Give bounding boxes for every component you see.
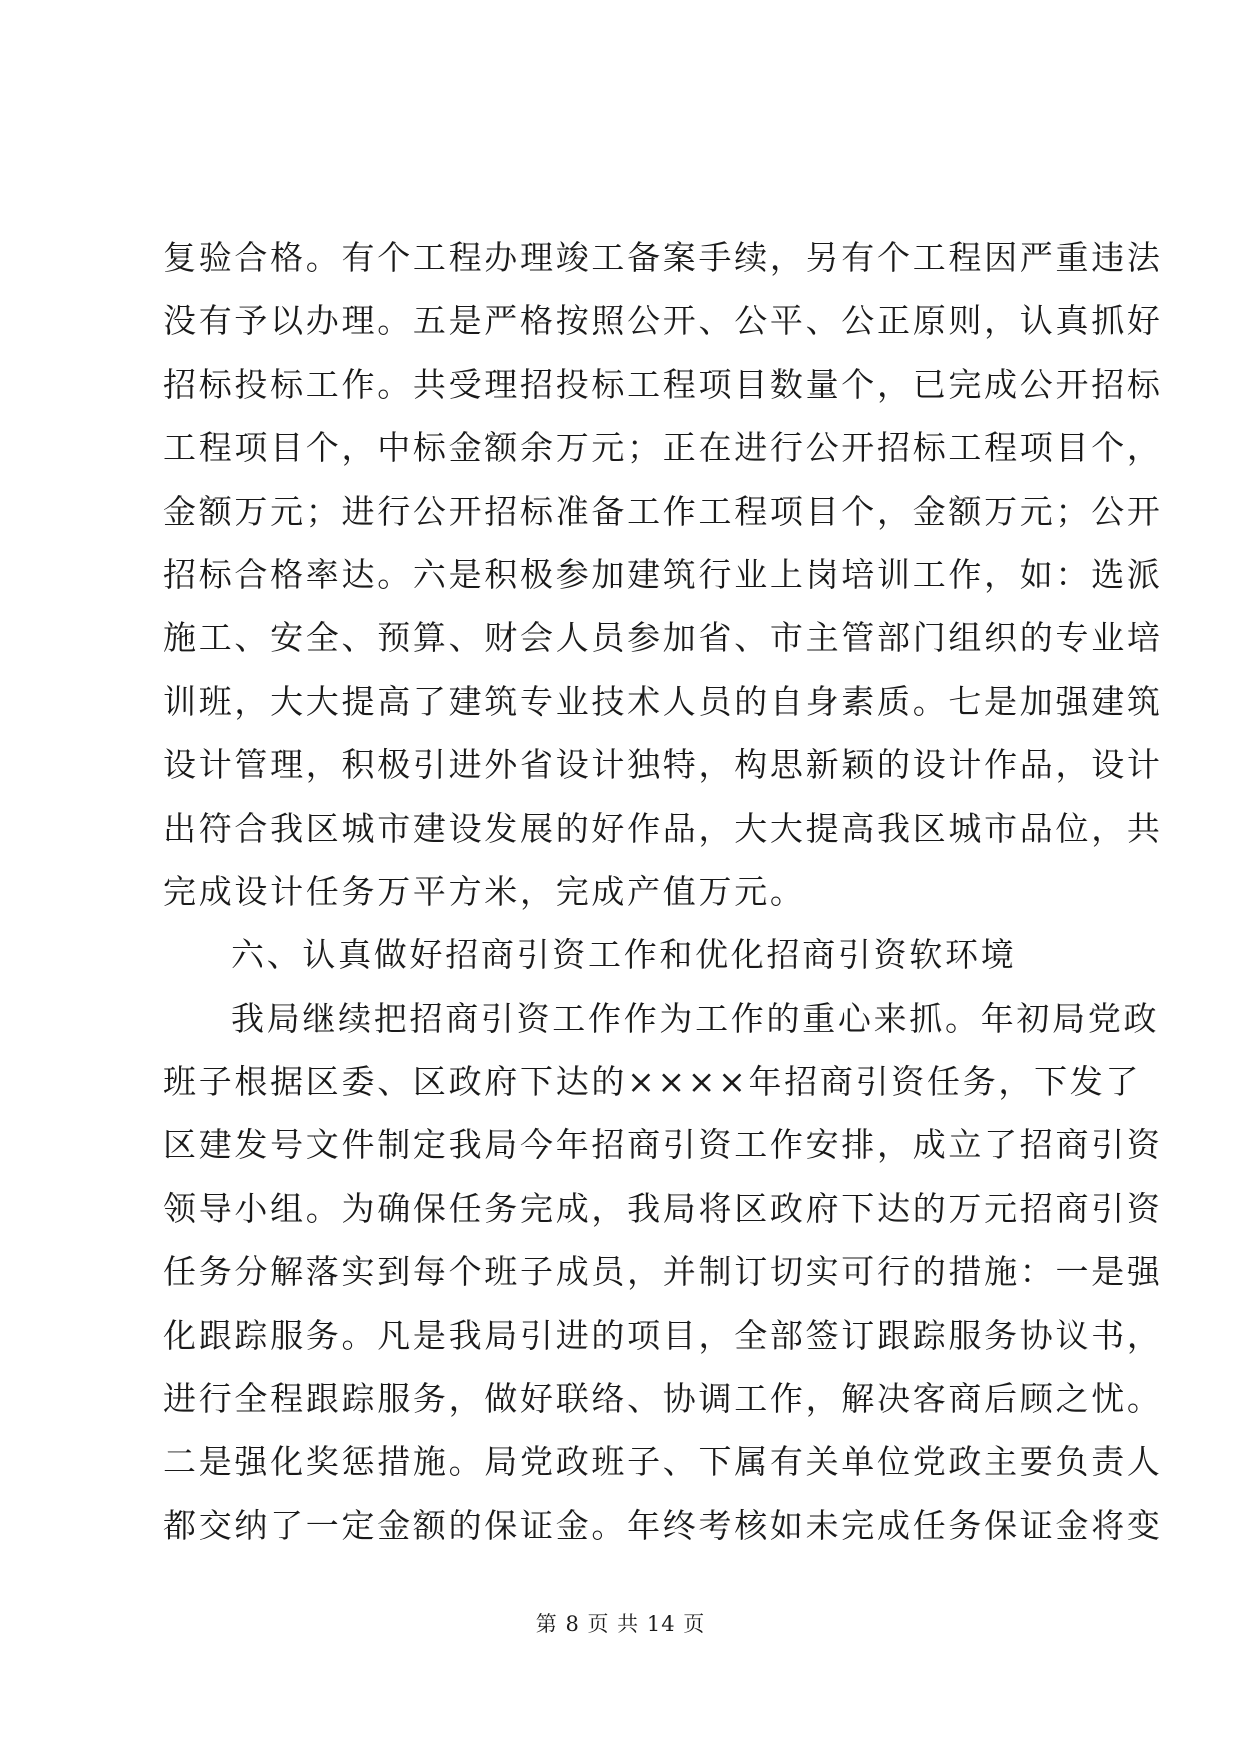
text-line: 出符合我区城市建设发展的好作品，大大提高我区城市品位，共	[163, 808, 1163, 848]
text-line: 招标合格率达。六是积极参加建筑行业上岗培训工作，如：选派	[163, 554, 1163, 594]
text-line: 二是强化奖惩措施。局党政班子、下属有关单位党政主要负责人	[163, 1442, 1163, 1482]
text-line: 班子根据区委、区政府下达的××××年招商引资任务，下发了	[163, 1062, 1142, 1102]
text-line: 都交纳了一定金额的保证金。年终考核如未完成任务保证金将变	[163, 1505, 1163, 1545]
page-number-footer: 第 8 页 共 14 页	[535, 1612, 706, 1636]
text-line: 工程项目个，中标金额余万元；正在进行公开招标工程项目个，	[163, 428, 1163, 468]
text-line: 区建发号文件制定我局今年招商引资工作安排，成立了招商引资	[163, 1125, 1163, 1165]
text-line: 任务分解落实到每个班子成员，并制订切实可行的措施：一是强	[163, 1252, 1163, 1292]
text-line: 施工、安全、预算、财会人员参加省、市主管部门组织的专业培	[163, 618, 1163, 658]
text-line: 金额万元；进行公开招标准备工作工程项目个，金额万元；公开	[163, 491, 1163, 531]
text-line: 化跟踪服务。凡是我局引进的项目，全部签订跟踪服务协议书，	[163, 1315, 1163, 1355]
text-line: 完成设计任务万平方米，完成产值万元。	[163, 871, 806, 911]
section-heading: 六、认真做好招商引资工作和优化招商引资软环境	[231, 935, 1017, 975]
text-line: 复验合格。有个工程办理竣工备案手续，另有个工程因严重违法	[163, 238, 1163, 277]
body-text	[163, 226, 1163, 1557]
text-line: 训班，大大提高了建筑专业技术人员的自身素质。七是加强建筑	[163, 681, 1163, 721]
text-line: 我局继续把招商引资工作作为工作的重心来抓。年初局党政	[231, 998, 1160, 1038]
text-line: 设计管理，积极引进外省设计独特，构思新颖的设计作品，设计	[163, 745, 1163, 785]
text-line: 没有予以办理。五是严格按照公开、公平、公正原则，认真抓好	[163, 301, 1163, 341]
text-line: 招标投标工作。共受理招投标工程项目数量个，已完成公开招标	[163, 364, 1163, 404]
text-line: 进行全程跟踪服务，做好联络、协调工作，解决客商后顾之忧。	[163, 1379, 1163, 1419]
text-line: 领导小组。为确保任务完成，我局将区政府下达的万元招商引资	[163, 1188, 1163, 1228]
